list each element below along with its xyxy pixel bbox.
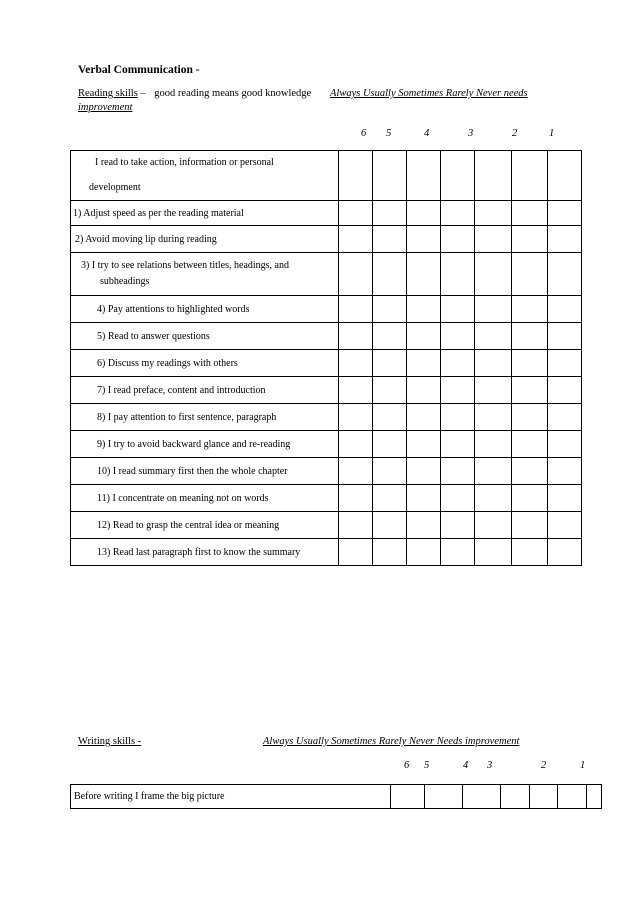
rating-cell-extra[interactable] [548, 458, 582, 485]
scale-number: 4 [424, 128, 430, 139]
scale-number: 5 [424, 760, 430, 771]
rating-cell-4[interactable] [407, 539, 441, 566]
rating-cell-3[interactable] [501, 785, 530, 809]
rating-cell-1[interactable] [512, 485, 548, 512]
table-row [71, 431, 582, 458]
scale-number: 1 [580, 760, 586, 771]
scale-number: 2 [512, 128, 518, 139]
rating-cell-extra[interactable] [548, 485, 582, 512]
rating-cell-2[interactable] [475, 226, 512, 253]
writing-item-1: Before writing I frame the big picture [71, 785, 391, 809]
rating-cell-extra[interactable] [548, 539, 582, 566]
rating-cell-3[interactable] [441, 201, 475, 226]
rating-cell-1[interactable] [558, 785, 587, 809]
table-row [71, 151, 582, 201]
rating-cell-6[interactable] [339, 512, 373, 539]
rating-cell-5[interactable] [373, 226, 407, 253]
rating-cell-2[interactable] [475, 151, 512, 201]
table-row [71, 350, 582, 377]
rating-cell-extra[interactable] [548, 226, 582, 253]
reading-item-4: 4) Pay attentions to highlighted words [71, 296, 339, 323]
rating-cell-1[interactable] [512, 458, 548, 485]
rating-cell-5[interactable] [373, 512, 407, 539]
rating-cell-5[interactable] [373, 151, 407, 201]
rating-cell-5[interactable] [373, 404, 407, 431]
rating-cell-4[interactable] [407, 458, 441, 485]
rating-cell-1[interactable] [512, 226, 548, 253]
reading-item-3: 3) I try to see relations between titles, headings, and [81, 261, 289, 271]
reading-item-10: 10) I read summary first then the whole chapter [71, 458, 339, 485]
reading-item-11: 11) I concentrate on meaning not on words [71, 485, 339, 512]
rating-cell-6[interactable] [339, 458, 373, 485]
rating-cell-3[interactable] [441, 226, 475, 253]
rating-cell-1[interactable] [512, 512, 548, 539]
rating-cell-2[interactable] [475, 323, 512, 350]
rating-cell-1[interactable] [512, 201, 548, 226]
rating-cell-5[interactable] [373, 485, 407, 512]
rating-cell-extra[interactable] [548, 431, 582, 458]
rating-cell-4[interactable] [463, 785, 501, 809]
rating-cell-6[interactable] [339, 253, 373, 296]
rating-cell-extra[interactable] [548, 151, 582, 201]
table-row [71, 485, 582, 512]
scale-number: 4 [463, 760, 469, 771]
rating-cell-2[interactable] [475, 296, 512, 323]
scale-number: 2 [541, 760, 547, 771]
rating-cell-3[interactable] [441, 512, 475, 539]
rating-cell-6[interactable] [339, 151, 373, 201]
rating-cell-2[interactable] [475, 404, 512, 431]
rating-cell-3[interactable] [441, 377, 475, 404]
reading-item-5: 5) Read to answer questions [71, 323, 339, 350]
reading-item-2: 2) Avoid moving lip during reading [71, 226, 339, 253]
rating-cell-3[interactable] [441, 323, 475, 350]
reading-rating-table [70, 150, 582, 566]
scale-number: 3 [468, 128, 474, 139]
table-row [71, 377, 582, 404]
rating-cell-2[interactable] [475, 350, 512, 377]
rating-cell-4[interactable] [407, 350, 441, 377]
reading-item-1: 1) Adjust speed as per the reading material [71, 201, 339, 226]
writing-heading: Writing skills - [78, 736, 142, 747]
table-row [71, 296, 582, 323]
rating-cell-4[interactable] [407, 431, 441, 458]
rating-cell-2[interactable] [475, 253, 512, 296]
rating-cell-extra[interactable] [548, 201, 582, 226]
rating-cell-2[interactable] [475, 539, 512, 566]
rating-cell-1[interactable] [512, 377, 548, 404]
rating-cell-5[interactable] [373, 458, 407, 485]
scale-number: 6 [404, 760, 410, 771]
rating-cell-5[interactable] [373, 253, 407, 296]
table-row [71, 253, 582, 296]
rating-cell-4[interactable] [407, 323, 441, 350]
reading-intro-line2: development [89, 182, 141, 193]
rating-cell-3[interactable] [441, 350, 475, 377]
table-row [71, 226, 582, 253]
rating-cell-4[interactable] [407, 512, 441, 539]
rating-cell-6[interactable] [339, 323, 373, 350]
rating-cell-5[interactable] [373, 431, 407, 458]
scale-number: 5 [386, 128, 392, 139]
rating-cell-1[interactable] [512, 253, 548, 296]
rating-cell-2[interactable] [475, 485, 512, 512]
rating-cell-2[interactable] [475, 458, 512, 485]
table-row [71, 201, 582, 226]
rating-cell-6[interactable] [339, 431, 373, 458]
rating-cell-6[interactable] [339, 485, 373, 512]
writing-scale-labels: Always Usually Sometimes Rarely Never Needs improvement [263, 736, 520, 747]
rating-cell-extra[interactable] [548, 323, 582, 350]
section-title: Verbal Communication - [78, 64, 200, 76]
rating-cell-1[interactable] [512, 323, 548, 350]
rating-cell-1[interactable] [512, 539, 548, 566]
rating-cell-extra[interactable] [548, 350, 582, 377]
rating-cell-4[interactable] [407, 226, 441, 253]
rating-cell-3[interactable] [441, 431, 475, 458]
reading-item-9: 9) I try to avoid backward glance and re-reading [71, 431, 339, 458]
table-row [71, 512, 582, 539]
rating-cell-5[interactable] [373, 350, 407, 377]
rating-cell-2[interactable] [475, 431, 512, 458]
rating-cell-4[interactable] [407, 404, 441, 431]
rating-cell-5[interactable] [373, 377, 407, 404]
reading-intro-cell [71, 151, 339, 201]
rating-cell-1[interactable] [512, 404, 548, 431]
rating-cell-4[interactable] [407, 296, 441, 323]
reading-intro-line1: I read to take action, information or personal [95, 157, 274, 168]
table-row [71, 539, 582, 566]
scale-number: 1 [549, 128, 555, 139]
scale-number: 6 [361, 128, 367, 139]
rating-cell-5[interactable] [373, 296, 407, 323]
reading-scale-labels-cont: improvement [78, 102, 133, 113]
rating-cell-1[interactable] [512, 296, 548, 323]
writing-rating-table [70, 784, 602, 809]
rating-cell-2[interactable] [475, 512, 512, 539]
reading-scale-labels: Always Usually Sometimes Rarely Never needs [330, 88, 528, 99]
rating-cell-1[interactable] [512, 431, 548, 458]
rating-cell-3[interactable] [441, 458, 475, 485]
rating-cell-3[interactable] [441, 404, 475, 431]
rating-cell-6[interactable] [339, 377, 373, 404]
rating-cell-extra[interactable] [548, 404, 582, 431]
rating-cell-3[interactable] [441, 485, 475, 512]
rating-cell-5[interactable] [373, 539, 407, 566]
rating-cell-6[interactable] [391, 785, 425, 809]
table-row [71, 323, 582, 350]
rating-cell-2[interactable] [475, 377, 512, 404]
scale-number: 3 [487, 760, 493, 771]
rating-cell-extra[interactable] [548, 377, 582, 404]
rating-cell-6[interactable] [339, 404, 373, 431]
table-row [71, 404, 582, 431]
rating-cell-6[interactable] [339, 201, 373, 226]
rating-cell-extra[interactable] [548, 296, 582, 323]
rating-cell-2[interactable] [475, 201, 512, 226]
rating-cell-5[interactable] [373, 201, 407, 226]
rating-cell-5[interactable] [373, 323, 407, 350]
rating-cell-extra[interactable] [587, 785, 602, 809]
reading-heading-row [78, 88, 311, 99]
reading-item-7: 7) I read preface, content and introduction [71, 377, 339, 404]
rating-cell-4[interactable] [407, 201, 441, 226]
reading-heading-dash: – [137, 88, 146, 99]
reading-description: good reading means good knowledge [154, 88, 312, 99]
rating-cell-6[interactable] [339, 296, 373, 323]
rating-cell-extra[interactable] [548, 253, 582, 296]
reading-item-12: 12) Read to grasp the central idea or meaning [71, 512, 339, 539]
rating-cell-3[interactable] [441, 253, 475, 296]
rating-cell-1[interactable] [512, 350, 548, 377]
reading-item-13: 13) Read last paragraph first to know the summary [71, 539, 339, 566]
rating-cell-2[interactable] [530, 785, 558, 809]
rating-cell-3[interactable] [441, 296, 475, 323]
reading-item-6: 6) Discuss my readings with others [71, 350, 339, 377]
rating-cell-3[interactable] [441, 539, 475, 566]
rating-cell-5[interactable] [425, 785, 463, 809]
reading-item-8: 8) I pay attention to first sentence, paragraph [71, 404, 339, 431]
rating-cell-4[interactable] [407, 151, 441, 201]
rating-cell-extra[interactable] [548, 512, 582, 539]
rating-cell-6[interactable] [339, 226, 373, 253]
table-row [71, 785, 602, 809]
rating-cell-6[interactable] [339, 350, 373, 377]
rating-cell-4[interactable] [407, 253, 441, 296]
rating-cell-4[interactable] [407, 485, 441, 512]
rating-cell-3[interactable] [441, 151, 475, 201]
reading-item-3-cell [71, 253, 339, 296]
reading-item-3-cont: subheadings [100, 276, 150, 287]
rating-cell-4[interactable] [407, 377, 441, 404]
rating-cell-6[interactable] [339, 539, 373, 566]
rating-cell-1[interactable] [512, 151, 548, 201]
table-row [71, 458, 582, 485]
reading-heading: Reading skills [78, 88, 138, 99]
